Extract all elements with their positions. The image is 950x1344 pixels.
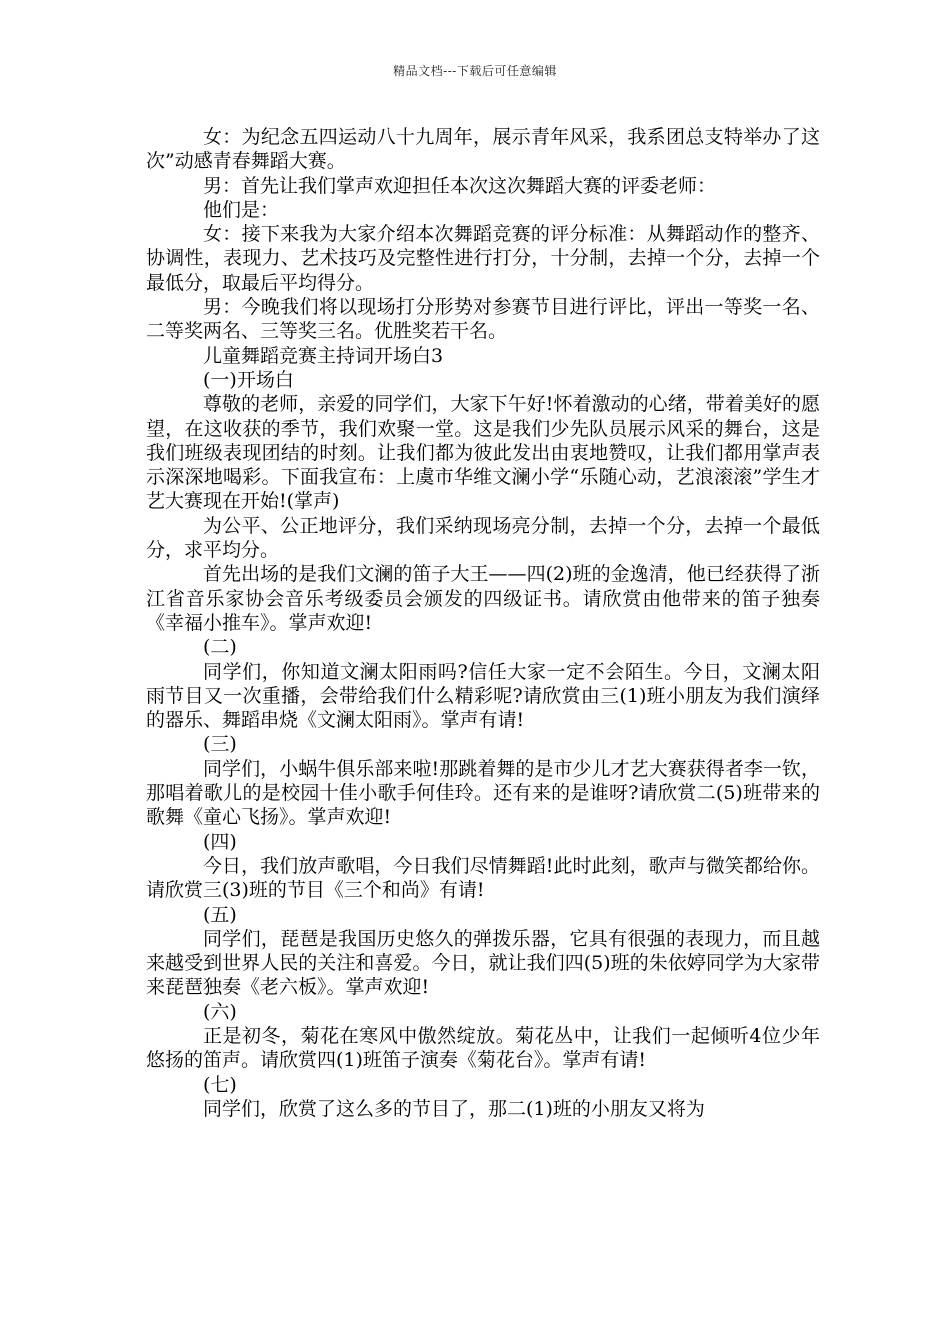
- paragraph: 女：接下来我为大家介绍本次舞蹈竞赛的评分标准：从舞蹈动作的整齐、协调性，表现力、艺术技巧及完整性进行打分，十分制，去掉一个分，去掉一个最低分，取最后平均得分。: [146, 223, 820, 294]
- section-heading: (五): [203, 903, 237, 926]
- paragraph: 今日，我们放声歌唱，今日我们尽情舞蹈!此时此刻，歌声与微笑都给你。请欣赏三(3)班的节目《三个和尚》有请!: [146, 854, 820, 902]
- section-heading: (六): [203, 1000, 237, 1023]
- section-heading: (三): [203, 733, 237, 756]
- paragraph: 女：为纪念五四运动八十九周年，展示青年风采，我系团总支特举办了这次”动感青春舞蹈大赛。: [146, 126, 820, 173]
- paragraph: 同学们，欣赏了这么多的节目了，那二(1)班的小朋友又将为: [203, 1097, 705, 1120]
- paragraph: 男：今晚我们将以现场打分形势对参赛节目进行评比，评出一等奖一名、二等奖两名、三等奖三名。优胜奖若干名。: [146, 296, 820, 343]
- paragraph: 首先出场的是我们文澜的笛子大王——四(2)班的金逸清，他已经获得了浙江省音乐家协会音乐考级委员会颁发的四级证书。请欣赏由他带来的笛子独奏《幸福小推车》。掌声欢迎!: [146, 563, 820, 634]
- paragraph: 正是初冬，菊花在寒风中傲然绽放。菊花丛中，让我们一起倾听4位少年悠扬的笛声。请欣赏四(1)班笛子演奏《菊花台》。掌声有请!: [146, 1024, 820, 1072]
- section-heading: (四): [203, 830, 237, 853]
- section-heading: (二): [203, 636, 237, 659]
- section-heading: (一)开场白: [203, 368, 294, 391]
- paragraph: 同学们，你知道文澜太阳雨吗?信任大家一定不会陌生。今日，文澜太阳雨节目又一次重播，会带给我们什么精彩呢?请欣赏由三(1)班小朋友为我们演绎的器乐、舞蹈串烧《文澜太阳雨》。掌声有请!: [146, 660, 820, 732]
- document-body: [146, 125, 820, 1121]
- paragraph: 为公平、公正地评分，我们采纳现场亮分制，去掉一个分，去掉一个最低分，求平均分。: [146, 514, 820, 562]
- page-header: 精品文档---下载后可任意编辑: [393, 64, 557, 78]
- section-heading: 儿童舞蹈竞赛主持词开场白3: [203, 344, 444, 367]
- paragraph: 同学们，小蜗牛俱乐部来啦!那跳着舞的是市少儿才艺大赛获得者李一钦，那唱着歌儿的是校园十佳小歌手何佳玲。还有来的是谁呀?请欣赏二(5)班带来的歌舞《童心飞扬》。掌声欢迎!: [146, 757, 820, 829]
- section-heading: (七): [203, 1073, 237, 1096]
- paragraph: 尊敬的老师，亲爱的同学们，大家下午好!怀着激动的心绪，带着美好的愿望，在这收获的季节，我们欢聚一堂。这是我们少先队员展示风采的舞台，这是我们班级表现团结的时刻。让我们都为彼此发出由衷地赞叹，让我们都用掌声表示深深地喝彩。下面我宣布：上虞市华维文澜小学“乐随心动，艺浪滚滚”学生才艺大赛现在开始!(掌声): [146, 393, 820, 513]
- paragraph: 他们是：: [203, 198, 280, 221]
- paragraph: 同学们，琵琶是我国历史悠久的弹拨乐器，它具有很强的表现力，而且越来越受到世界人民的关注和喜爱。今日，就让我们四(5)班的朱依婷同学为大家带来琵琶独奏《老六板》。掌声欢迎!: [146, 927, 820, 999]
- paragraph: 男：首先让我们掌声欢迎担任本次这次舞蹈大赛的评委老师：: [203, 174, 717, 197]
